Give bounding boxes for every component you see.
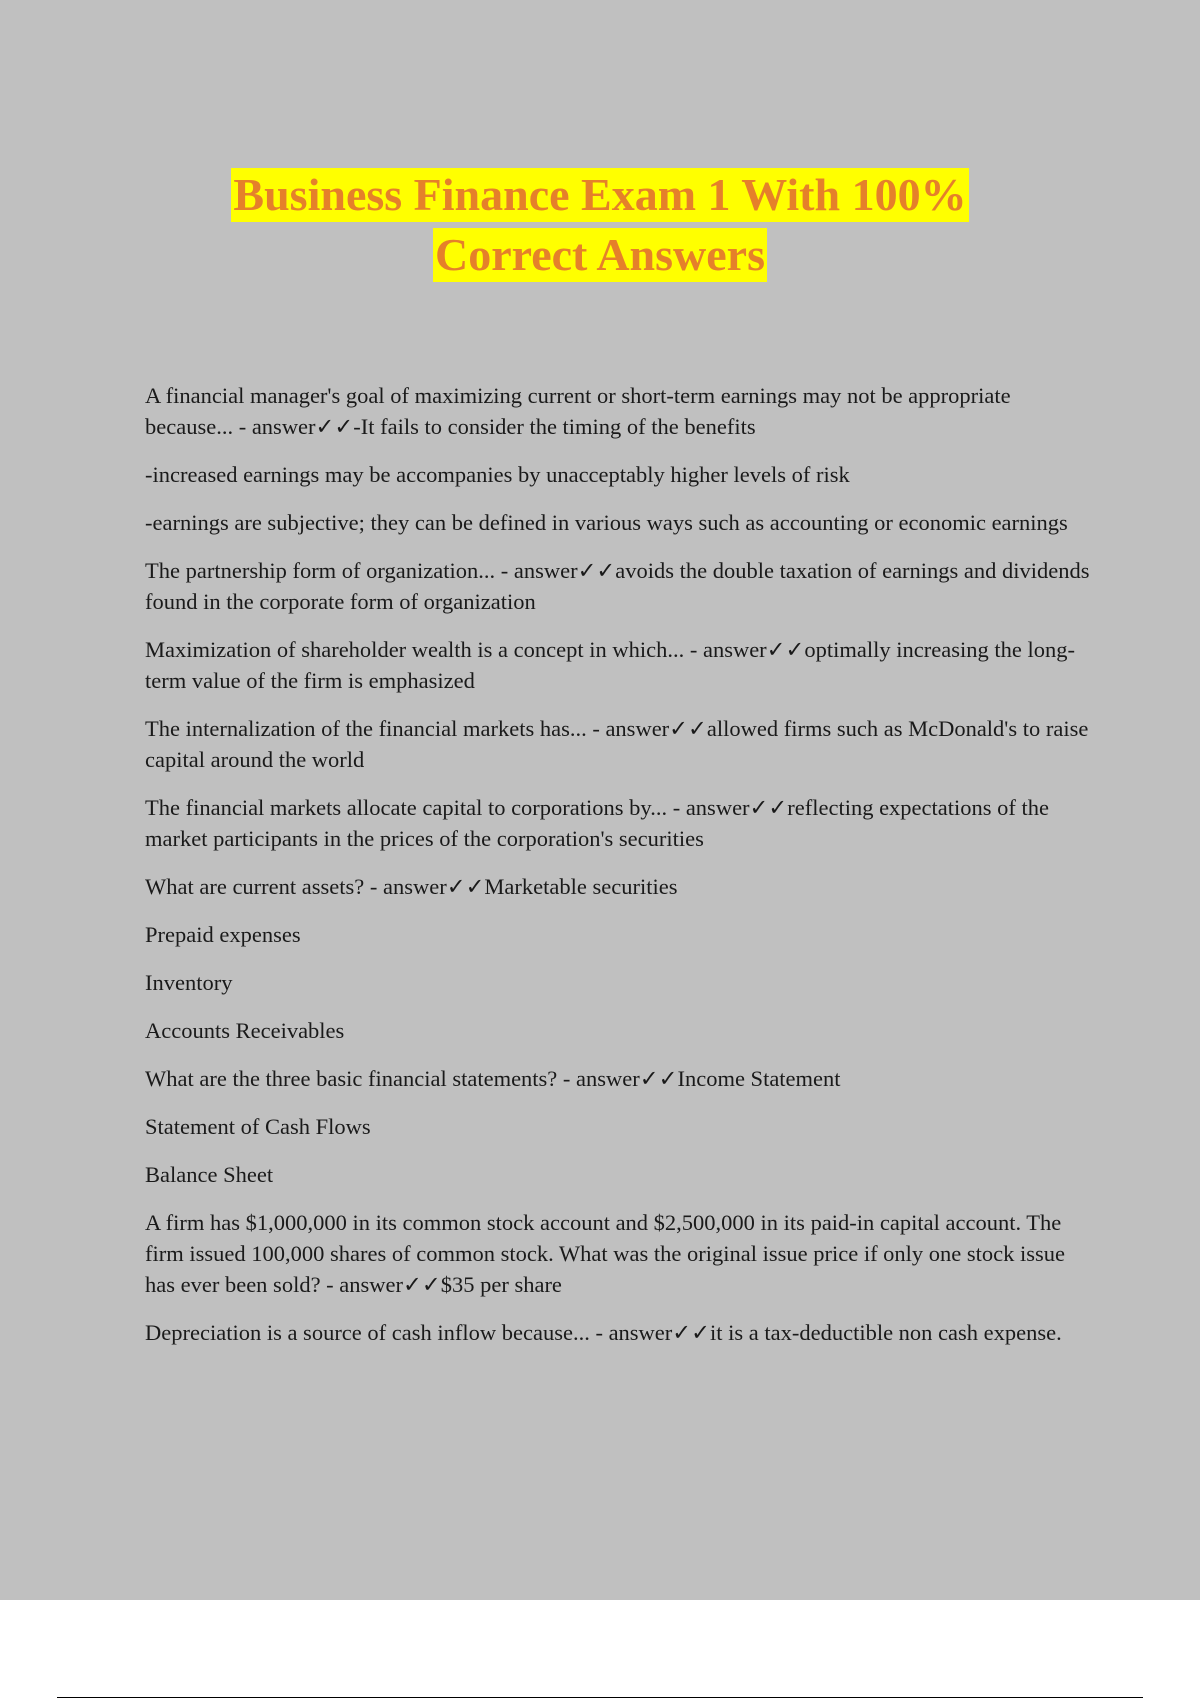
paragraph-7: The financial markets allocate capital to corporations by... - answer✓✓reflecting expectations of the market participants in the prices of the corporation's securities [145,795,1050,851]
paragraph-5: Maximization of shareholder wealth is a concept in which... - answer✓✓optimally increasing the long-term value of the firm is emphasized [145,637,1075,693]
document-title [0,168,1200,288]
paragraph-12: What are the three basic financial statements? - answer✓✓Income Statement [145,1066,841,1091]
paragraph-11: Accounts Receivables [145,1018,345,1043]
paragraph-3: -earnings are subjective; they can be defined in various ways such as accounting or economic earnings [145,510,1068,535]
paragraph-15: A firm has $1,000,000 in its common stock account and $2,500,000 in its paid-in capital account. The firm issued 100,000 shares of common stock. What was the original issue price if only one stock issue has ever been sold? - answer✓✓$35 per share [145,1210,1066,1297]
paragraph-1: A financial manager's goal of maximizing current or short-term earnings may not be appropriate because... - answer✓✓-It fails to consider the timing of the benefits [145,383,1011,439]
paragraph-9: Prepaid expenses [145,922,301,947]
title-line-2: Correct Answers [435,229,765,280]
title-line-1: Business Finance Exam 1 With 100% [233,169,967,220]
paragraph-10: Inventory [145,970,233,995]
footer-divider [57,1697,1143,1698]
paragraph-6: The internalization of the financial markets has... - answer✓✓allowed firms such as McDonald's to raise capital around the world [145,716,1089,772]
paragraph-16: Depreciation is a source of cash inflow because... - answer✓✓it is a tax-deductible non cash expense. [145,1320,1062,1345]
document-body [145,380,1095,1365]
paragraph-8: What are current assets? - answer✓✓Marketable securities [145,874,678,899]
paragraph-14: Balance Sheet [145,1162,274,1187]
paragraph-4: The partnership form of organization... - answer✓✓avoids the double taxation of earnings and dividends found in the corporate form of organization [145,558,1090,614]
paragraph-13: Statement of Cash Flows [145,1114,371,1139]
paragraph-2: -increased earnings may be accompanies by unacceptably higher levels of risk [145,462,850,487]
